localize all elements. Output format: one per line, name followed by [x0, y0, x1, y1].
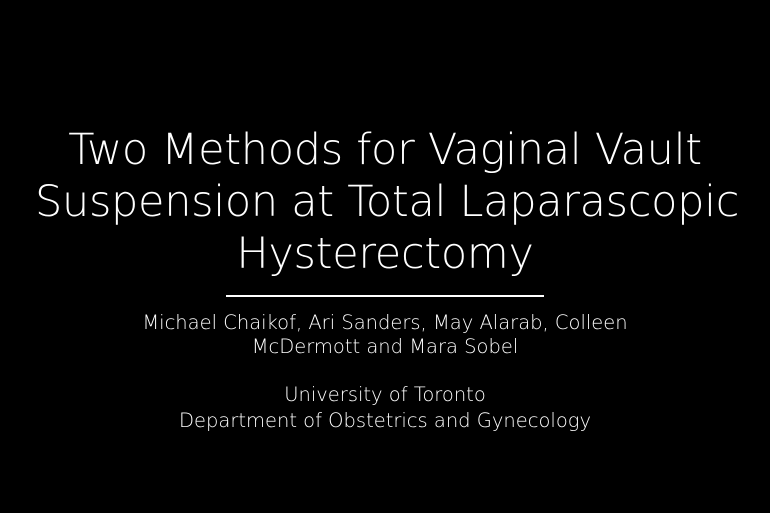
affiliation-institution: University of Toronto — [284, 383, 486, 406]
slide-title-line: Hysterectomy — [236, 229, 534, 279]
affiliation-block — [85, 382, 685, 434]
title-divider — [226, 295, 544, 297]
slide-title-line: Suspension at Total Laparascopic — [35, 177, 740, 227]
authors-line: McDermott and Mara Sobel — [251, 335, 519, 358]
slide-title-line: Two Methods for Vaginal Vault — [68, 125, 702, 175]
slide-title — [35, 124, 740, 280]
affiliation-department: Department of Obstetrics and Gynecology — [178, 409, 591, 432]
authors-block — [85, 311, 685, 359]
authors-line: Michael Chaikof, Ari Sanders, May Alarab, Colleen — [142, 311, 628, 334]
